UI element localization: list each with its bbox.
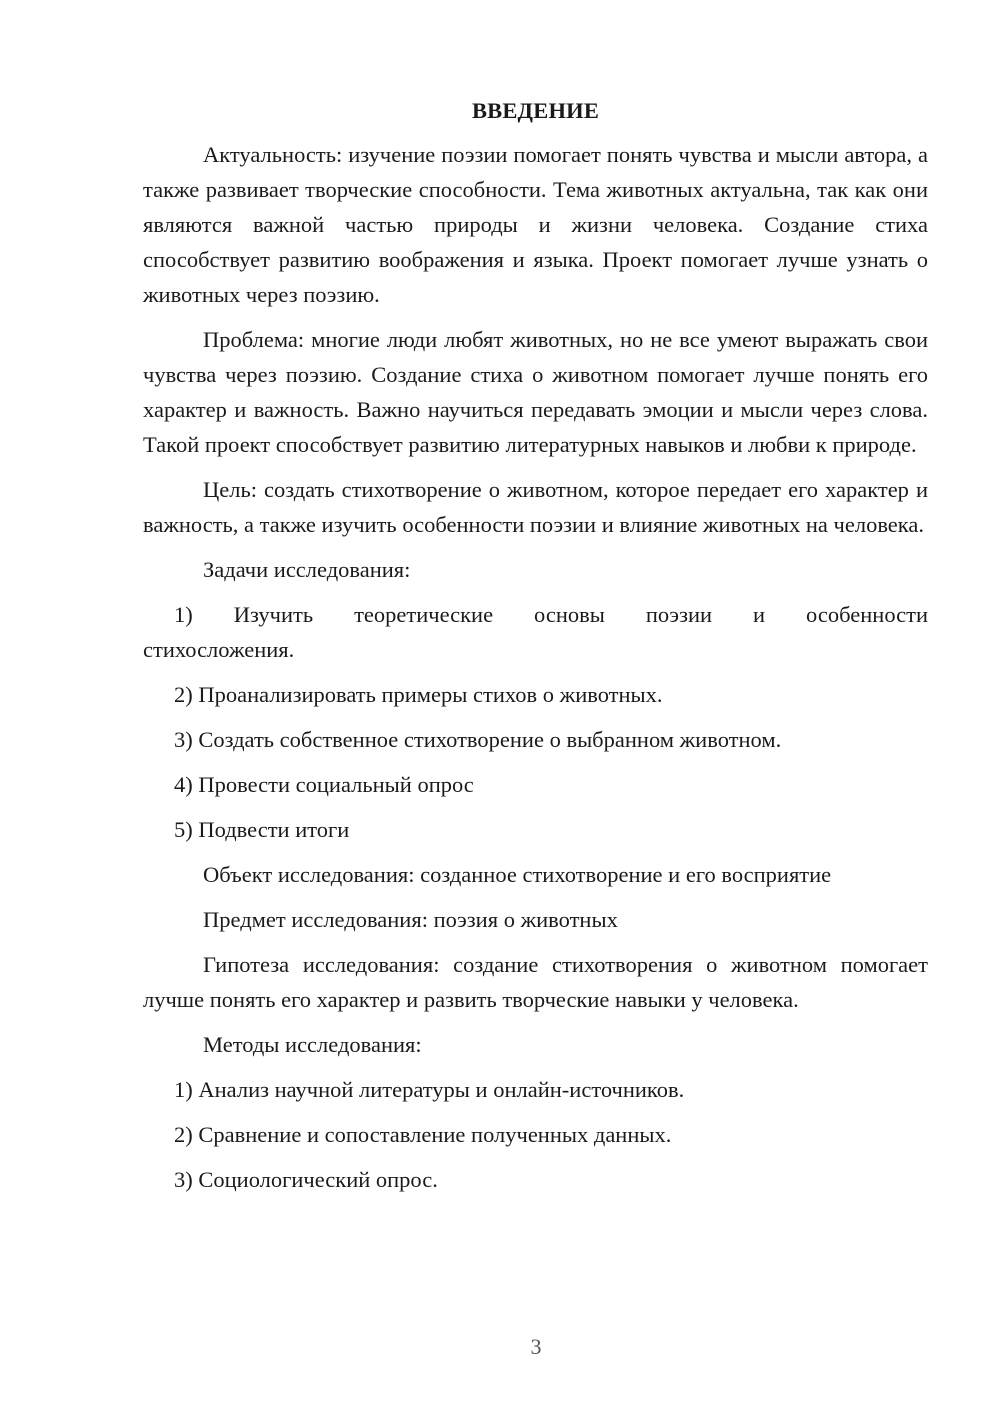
hypothesis-paragraph: Гипотеза исследования: создание стихотворения о животном помогает лучше понять его характер и развить творческие навыки у человека.: [143, 952, 928, 1012]
method-item-3: 3) Социологический опрос.: [174, 1167, 438, 1192]
page-number: 3: [530, 1334, 542, 1359]
tasks-heading: Задачи исследования:: [203, 557, 411, 582]
task-item-1: [143, 597, 928, 667]
task-item-1-line-1: 1) Изучить теоретические основы поэзии и особенности: [174, 602, 928, 627]
problem-paragraph: Проблема: многие люди любят животных, но не все умеют выражать свои чувства через поэзию. Создание стиха о животном помогает лучше понять его характер и важность. Важно научиться передавать эмоции и мысли через слова. Такой проект способствует развитию литературных навыков и любви к природе.: [143, 327, 928, 457]
task-item-2: 2) Проанализировать примеры стихов о животных.: [174, 682, 663, 707]
relevance-paragraph: Актуальность: изучение поэзии помогает понять чувства и мысли автора, а также развивает творческие способности. Тема животных актуальна, так как они являются важной частью природы и жизни человека. Создание стиха способствует развитию воображения и языка. Проект помогает лучше узнать о животных через поэзию.: [143, 142, 928, 307]
goal-paragraph: Цель: создать стихотворение о животном, которое передает его характер и важность, а также изучить особенности поэзии и влияние животных на человека.: [143, 477, 928, 537]
method-item-1: 1) Анализ научной литературы и онлайн-источников.: [174, 1077, 685, 1102]
method-item-2: 2) Сравнение и сопоставление полученных данных.: [174, 1122, 672, 1147]
page-title: ВВЕДЕНИЕ: [471, 98, 600, 123]
subject-paragraph: Предмет исследования: поэзия о животных: [203, 907, 618, 932]
task-item-3: 3) Создать собственное стихотворение о выбранном животном.: [174, 727, 782, 752]
task-item-4: 4) Провести социальный опрос: [174, 772, 474, 797]
page-content: [143, 95, 928, 1207]
task-item-1-line-2: стихосложения.: [143, 637, 295, 662]
methods-heading: Методы исследования:: [203, 1032, 422, 1057]
task-item-5: 5) Подвести итоги: [174, 817, 350, 842]
object-paragraph: Объект исследования: созданное стихотворение и его восприятие: [203, 862, 832, 887]
